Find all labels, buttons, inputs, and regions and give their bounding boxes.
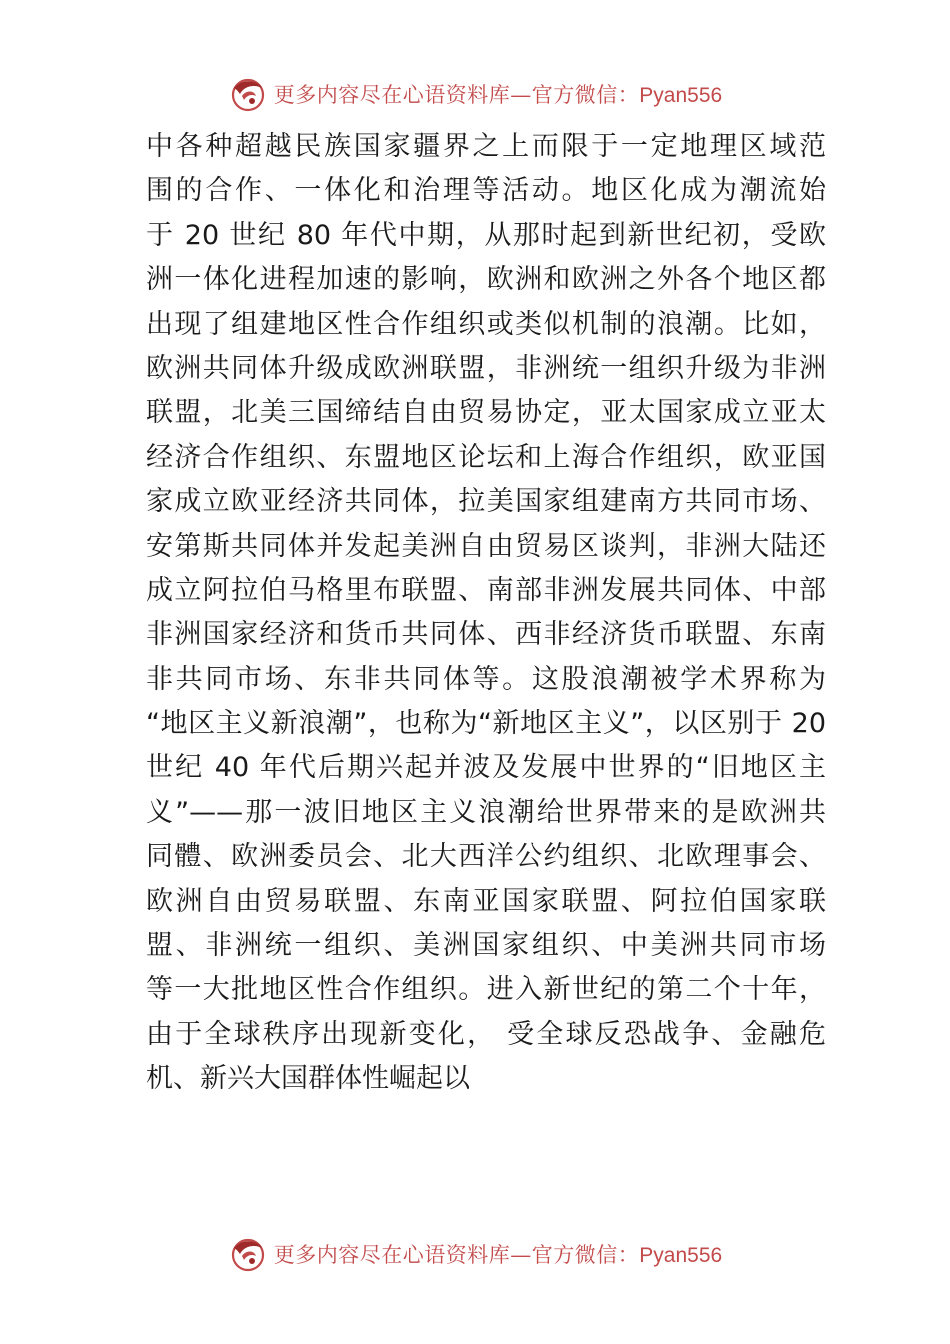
text-line: 世纪 40 年代后期兴起并波及发展中世界的“旧地区主 <box>146 752 826 784</box>
text-line: 欧洲共同体升级成欧洲联盟，非洲统一组织升级为非洲 <box>146 352 826 384</box>
text-line: 洲一体化进程加速的影响，欧洲和欧洲之外各个地区都 <box>146 264 826 296</box>
text-line: 盟、非洲统一组织、美洲国家组织、中美洲共同市场 <box>146 930 826 962</box>
wechat-handle: Pyan556 <box>639 1244 723 1267</box>
text-line: 成立阿拉伯马格里布联盟、南部非洲发展共同体、中部 <box>146 574 826 606</box>
text-line: 中各种超越民族国家疆界之上而限于一定地理区域范 <box>146 131 826 162</box>
text-line: 家成立欧亚经济共同体，拉美国家组建南方共同市场、 <box>146 486 826 518</box>
text-line: 等一大批地区性合作组织。进入新世纪的第二个十年， <box>146 974 826 1006</box>
text-line: 欧洲自由贸易联盟、东南亚国家联盟、阿拉伯国家联 <box>146 885 826 917</box>
text-line: 由于全球秩序出现新变化， 受全球反恐战争、金融危 <box>146 1018 826 1050</box>
header-banner <box>0 72 950 116</box>
footer-banner <box>0 1232 950 1276</box>
text-line: 围的合作、一体化和治理等活动。地区化成为潮流始 <box>146 175 826 207</box>
header-banner-text: 更多内容尽在心语资料库—官方微信：Pyan556 <box>273 83 723 107</box>
text-line: 非共同市场、东非共同体等。这股浪潮被学术界称为 <box>146 663 826 695</box>
document-body <box>146 125 826 1102</box>
footer-banner-text: 更多内容尽在心语资料库—官方微信：Pyan556 <box>273 1243 723 1267</box>
text-line: 同體、欧洲委员会、北大西洋公约组织、北欧理事会、 <box>146 841 826 873</box>
text-line: 非洲国家经济和货币共同体、西非经济货币联盟、东南 <box>146 619 826 651</box>
text-line: 义”——那一波旧地区主义浪潮给世界带来的是欧洲共 <box>146 796 826 828</box>
red-bird-logo-icon <box>228 74 268 114</box>
text-line: 安第斯共同体并发起美洲自由贸易区谈判，非洲大陆还 <box>146 530 826 562</box>
text-line: 联盟，北美三国缔结自由贸易协定，亚太国家成立亚太 <box>146 397 826 429</box>
red-bird-logo-icon <box>228 1234 268 1274</box>
text-line: “地区主义新浪潮”，也称为“新地区主义”，以区别于 20 <box>146 708 826 740</box>
text-line: 于 20 世纪 80 年代中期，从那时起到新世纪初，受欧 <box>146 219 826 251</box>
wechat-handle: Pyan556 <box>639 84 723 107</box>
text-line: 出现了组建地区性合作组织或类似机制的浪潮。比如， <box>146 308 826 340</box>
text-line: 机、新兴大国群体性崛起以 <box>146 1063 470 1095</box>
text-line: 经济合作组织、东盟地区论坛和上海合作组织，欧亚国 <box>146 441 826 473</box>
